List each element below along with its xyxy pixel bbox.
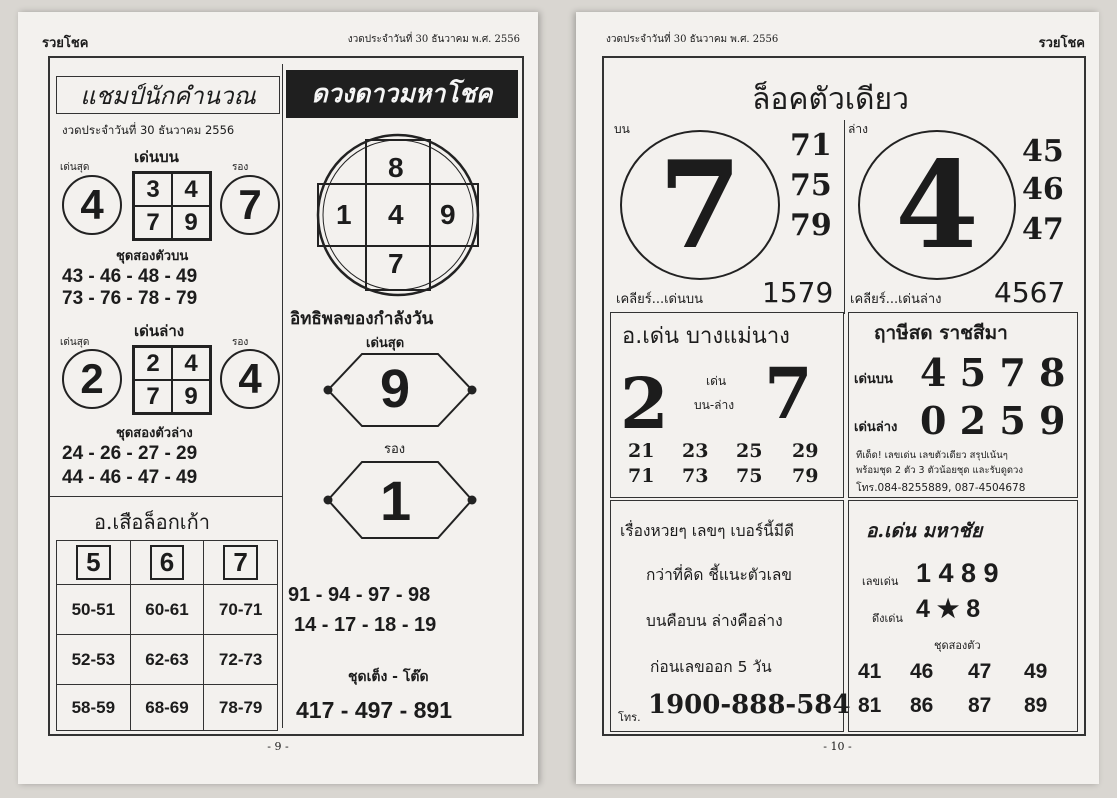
duang-set: 417 - 497 - 891 xyxy=(296,697,453,723)
promo-tel: 1900-888-584 xyxy=(648,690,851,720)
lock-upper-clear-label: เคลียร์...เด่นบน xyxy=(616,292,704,307)
duang-main-label: เด่นสุด xyxy=(366,336,405,351)
duang-sub-number: 1 xyxy=(380,469,412,532)
bangmae-cell: 75 xyxy=(736,465,763,487)
champ-top-pairs-1: 43 - 46 - 48 - 49 xyxy=(62,266,198,287)
lock-upper-label: บน xyxy=(614,122,630,136)
mahachai-title: อ.เด่น มหาชัย xyxy=(866,520,983,542)
mahachai-cell: 46 xyxy=(910,660,934,683)
lock-lower-item: 45 xyxy=(1022,134,1064,169)
promo-line-4: ก่อนเลขออก 5 วัน xyxy=(650,658,772,676)
promo-tel-label: โทร. xyxy=(618,711,641,724)
champ-bottom-label: เด่นล่าง xyxy=(134,322,185,340)
lock-lower-item: 46 xyxy=(1022,172,1064,207)
lock-upper-item: 71 xyxy=(790,128,832,163)
promo-line-3: บนคือบน ล่างคือล่าง xyxy=(646,612,783,630)
mahachai-pull: 4 ★ 8 xyxy=(916,595,981,623)
champ-bottom-pairs-1: 24 - 26 - 27 - 29 xyxy=(62,443,198,464)
suea-cell: 58-59 xyxy=(57,685,131,731)
header-date: งวดประจำวันที่ 30 ธันวาคม พ.ศ. 2556 xyxy=(606,34,779,45)
ruesi-note-1: ทีเด็ด! เลขเด่น เลขตัวเดียว สรุปเน้นๆ xyxy=(856,450,1008,461)
grid-cell: 4 xyxy=(172,347,210,380)
mahachai-cell: 89 xyxy=(1024,694,1048,717)
ruesi-note-2: พร้อมชุด 2 ตัว 3 ตัวน้อยชุด และรับดูดวง xyxy=(856,465,1024,476)
lock-upper-circle: 7 xyxy=(620,130,780,280)
lock-title: ล็อคตัวเดียว xyxy=(752,82,909,117)
grid-cell: 4 xyxy=(172,173,210,206)
bangmae-title: อ.เด่น บางแม่นาง xyxy=(622,324,790,349)
bangmae-cell: 23 xyxy=(682,440,709,462)
grid-cell: 9 xyxy=(172,206,210,239)
ruesi-top: 4 5 7 8 xyxy=(920,350,1066,395)
grid-cell: 2 xyxy=(134,347,172,380)
bangmae-cell: 29 xyxy=(792,440,819,462)
header-date: งวดประจำวันที่ 30 ธันวาคม พ.ศ. 2556 xyxy=(347,34,520,45)
duang-main-number: 9 xyxy=(380,359,411,419)
mahachai-cell: 49 xyxy=(1024,660,1048,683)
suea-head: 6 xyxy=(130,541,204,585)
champ-bottom-main-label: เด่นสุด xyxy=(60,337,90,348)
promo-line-2: กว่าที่คิด ชี้แนะตัวเลข xyxy=(646,566,792,584)
ruesi-title: ฤาษีสด ราชสีมา xyxy=(874,322,1008,344)
grid-cell: 3 xyxy=(134,173,172,206)
mahachai-cell: 81 xyxy=(858,694,882,717)
suea-cell: 70-71 xyxy=(204,585,278,635)
lock-upper-item: 75 xyxy=(790,168,832,203)
bangmae-right: 7 xyxy=(764,352,813,435)
bangmae-cell: 25 xyxy=(736,440,763,462)
champ-title-box: แชมป์นักคำนวณ xyxy=(56,76,280,114)
duang-line-2: 14 - 17 - 18 - 19 xyxy=(294,614,437,636)
grid-cell: 7 xyxy=(134,206,172,239)
duang-influence-title: อิทธิพลของกำลังวัน xyxy=(290,309,434,329)
bangmae-mid-label-1: เด่น xyxy=(706,374,727,388)
mahachai-cell: 87 xyxy=(968,694,992,717)
duang-line-1: 91 - 94 - 97 - 98 xyxy=(288,584,431,606)
champ-top-pairs-2: 73 - 76 - 78 - 79 xyxy=(62,288,198,309)
suea-table xyxy=(56,540,278,731)
grid-cell: 9 xyxy=(172,380,210,413)
left-divider xyxy=(282,64,283,728)
bangmae-cell: 71 xyxy=(628,465,655,487)
champ-bottom-sub-label: รอง xyxy=(232,337,249,348)
mahachai-lead: 1 4 8 9 xyxy=(916,558,999,588)
champ-top-sub-circle: 7 xyxy=(220,175,280,235)
page-number: - 10 - xyxy=(823,740,852,753)
bangmae-cell: 73 xyxy=(682,465,709,487)
champ-top-main-circle: 4 xyxy=(62,175,122,235)
bangmae-mid-label-2: บน-ล่าง xyxy=(694,398,735,412)
champ-top-main-label: เด่นสุด xyxy=(60,162,90,173)
bangmae-cell: 79 xyxy=(792,465,819,487)
suea-cell: 72-73 xyxy=(204,635,278,685)
lock-upper-clear: 1579 xyxy=(762,276,834,309)
mahachai-cell: 86 xyxy=(910,694,934,717)
suea-title: อ.เสือล็อกเก้า xyxy=(94,510,210,534)
ruesi-top-label: เด่นบน xyxy=(854,372,893,387)
mahachai-pull-label: ดึงเด่น xyxy=(872,612,903,625)
suea-cell: 50-51 xyxy=(57,585,131,635)
duang-sub-label: รอง xyxy=(384,442,406,457)
header-title: รวยโชค xyxy=(42,36,89,51)
lock-lower-clear-label: เคลียร์...เด่นล่าง xyxy=(850,292,942,307)
bangmae-left: 2 xyxy=(620,362,669,445)
champ-top-grid xyxy=(132,171,212,241)
cross-right: 9 xyxy=(440,199,456,230)
champ-bottom-pairs-2: 44 - 46 - 47 - 49 xyxy=(62,467,198,488)
suea-head: 5 xyxy=(57,541,131,585)
page-number: - 9 - xyxy=(267,740,289,753)
suea-divider xyxy=(50,496,282,497)
right-page xyxy=(576,12,1099,784)
lock-lower-circle: 4 xyxy=(858,130,1016,280)
champ-bottom-sub-circle: 4 xyxy=(220,349,280,409)
ruesi-phone: โทร.084-8255889, 087-4504678 xyxy=(856,482,1026,494)
header-title: รวยโชค xyxy=(1038,36,1085,51)
lock-divider xyxy=(844,120,845,314)
cross-bottom: 7 xyxy=(388,248,404,279)
duang-set-label: ชุดเต็ง - โต๊ด xyxy=(348,669,429,685)
champ-date: งวดประจำวันที่ 30 ธันวาคม 2556 xyxy=(62,123,235,137)
ruesi-bottom-label: เด่นล่าง xyxy=(854,420,898,435)
champ-top-sub-label: รอง xyxy=(232,162,249,173)
suea-cell: 68-69 xyxy=(130,685,204,731)
champ-bottom-pairs-label: ชุดสองตัวล่าง xyxy=(116,426,193,441)
grid-cell: 7 xyxy=(134,380,172,413)
champ-bottom-main-circle: 2 xyxy=(62,349,122,409)
promo-line-1: เรื่องหวยๆ เลขๆ เบอร์นี้มีดี xyxy=(620,522,795,540)
bangmae-cell: 21 xyxy=(628,440,655,462)
champ-bottom-grid xyxy=(132,345,212,415)
ruesi-bottom: 0 2 5 9 xyxy=(920,398,1066,443)
lock-upper-item: 79 xyxy=(790,208,832,243)
cross-left: 1 xyxy=(336,199,352,230)
lock-lower-label: ล่าง xyxy=(848,122,868,136)
mahachai-cell: 47 xyxy=(968,660,992,683)
suea-head: 7 xyxy=(204,541,278,585)
mahachai-pairs-label: ชุดสองตัว xyxy=(934,639,981,652)
mahachai-lead-label: เลขเด่น xyxy=(862,575,899,588)
cross-center: 4 xyxy=(388,199,404,230)
suea-cell: 60-61 xyxy=(130,585,204,635)
duang-title-banner: ดวงดาวมหาโชค xyxy=(286,70,518,118)
suea-cell: 62-63 xyxy=(130,635,204,685)
lock-lower-item: 47 xyxy=(1022,212,1064,247)
cross-top: 8 xyxy=(388,152,404,183)
champ-top-label: เด่นบน xyxy=(134,148,179,166)
lock-lower-clear: 4567 xyxy=(994,276,1066,309)
left-page xyxy=(18,12,538,784)
mahachai-cell: 41 xyxy=(858,660,882,683)
suea-cell: 52-53 xyxy=(57,635,131,685)
suea-cell: 78-79 xyxy=(204,685,278,731)
champ-top-pairs-label: ชุดสองตัวบน xyxy=(116,249,189,264)
